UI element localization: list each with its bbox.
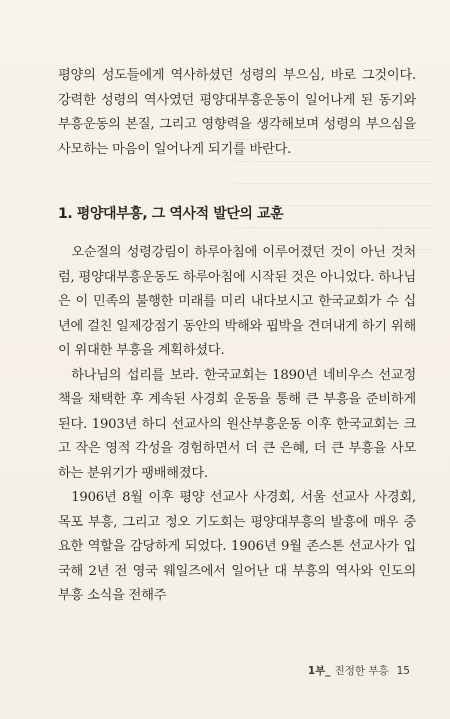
- section-heading: 1. 평양대부흥, 그 역사적 발단의 교훈: [58, 206, 284, 222]
- running-footer: [308, 664, 410, 678]
- footer-chapter-title: 진정한 부흥: [334, 665, 389, 677]
- footer-part-label: 1부_: [307, 665, 331, 677]
- body-paragraph: 오순절의 성령강림이 하루아침에 이루어졌던 것이 아닌 것처럼, 평양대부흥운동도 하루아침에 시작된 것은 아니었다. 하나님은 이 민족의 불행한 미래를 미리 내다보시고 한국교회가 수 십 년에 걸친 일제강점기 동안의 박해와 핍박을 견뎌내게 하기 위해 이 위대한 부흥을 계획하셨다.: [58, 245, 416, 358]
- page-number: 15: [396, 665, 410, 677]
- intro-text-block: [58, 64, 416, 162]
- body-text-block: [58, 241, 416, 609]
- intro-paragraph: 평양의 성도들에게 역사하셨던 성령의 부으심, 바로 그것이다. 강력한 성령의 역사였던 평양대부흥운동이 일어나게 된 동기와 부흥운동의 본질, 그리고 영향력을 생각해보며 성령의 부으심을 사모하는 마음이 일어나게 되기를 바란다.: [58, 68, 416, 157]
- body-paragraph: 하나님의 섭리를 보라. 한국교회는 1890년 네비우스 선교정책을 채택한 후 계속된 사경회 운동을 통해 큰 부흥을 준비하게 된다. 1903년 하디 선교사의 원산부흥운동 이후 한국교회는 크고 작은 영적 각성을 경험하면서 더 큰 은혜, 더 큰 부흥을 사모하는 분위기가 팽배해졌다.: [58, 367, 416, 481]
- body-paragraph: 1906년 8월 이후 평양 선교사 사경회, 서울 선교사 사경회, 목포 부흥, 그리고 정오 기도회는 평양대부흥의 발흥에 매우 중요한 역할을 감당하게 되었다. 1906년 9월 존스톤 선교사가 입국해 2년 전 영국 웨일즈에서 일어난 대 부흥의 역사와 인도의 부흥 소식을 전해주: [58, 490, 416, 603]
